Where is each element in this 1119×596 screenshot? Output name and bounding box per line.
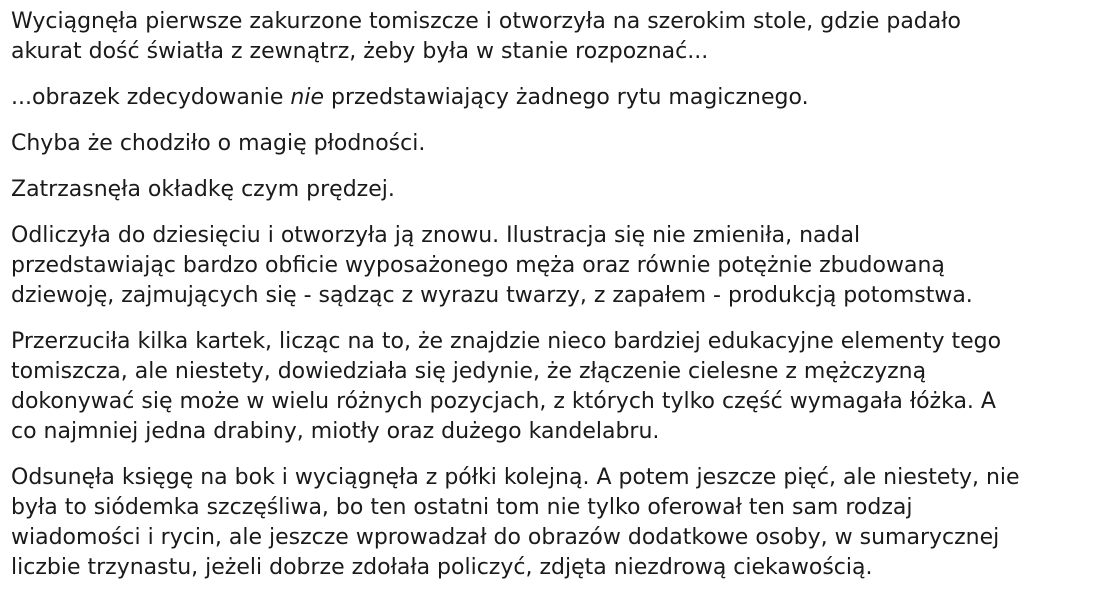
paragraph-3 (11, 129, 1111, 159)
text-line: Odsunęła księgę na bok i wyciągnęła z półki kolejną. A potem jeszcze pięć, ale niestety, nie (11, 465, 1020, 490)
text-line: Odliczyła do dziesięciu i otworzyła ją znowu. Ilustracja się nie zmieniła, nadal (11, 223, 861, 248)
text-line: akurat dość światła z zewnątrz, żeby była w stanie rozpoznać... (11, 39, 709, 64)
text-line: wiadomości i rycin, ale jeszcze wprowadzał do obrazów dodatkowe osoby, w sumarycznej (11, 525, 1000, 550)
text-line: Chyba że chodziło o magię płodności. (11, 131, 426, 156)
paragraph-2 (11, 83, 1111, 113)
paragraph-6 (11, 327, 1111, 447)
text-line: liczbie trzynastu, jeżeli dobrze zdołała policzyć, zdjęta niezdrową ciekawością. (11, 555, 873, 580)
text-line: dziewoję, zajmujących się - sądząc z wyrazu twarzy, z zapałem - produkcją potomstwa. (11, 283, 973, 308)
text-line: tomiszcza, ale niestety, dowiedziała się jedynie, że złączenie cielesne z mężczyzną (11, 359, 927, 384)
text-line: Przerzuciła kilka kartek, licząc na to, że znajdzie nieco bardziej edukacyjne elementy tego (11, 329, 1002, 354)
paragraph-7 (11, 463, 1111, 583)
text-line: dokonywać się może w wielu różnych pozycjach, z których tylko część wymagała łóżka. A (11, 389, 996, 414)
text-run: ...obrazek zdecydowanie (11, 85, 291, 110)
text-line: przedstawiając bardzo obficie wyposażonego męża oraz równie potężnie zbudowaną (11, 253, 945, 278)
text-line: Zatrzasnęła okładkę czym prędzej. (11, 177, 395, 202)
text-run: przedstawiający żadnego rytu magicznego. (324, 85, 809, 110)
paragraph-4 (11, 175, 1111, 205)
paragraph-5 (11, 221, 1111, 311)
text-line: co najmniej jedna drabiny, miotły oraz dużego kandelabru. (11, 419, 660, 444)
text-line: była to siódemka szczęśliwa, bo ten ostatni tom nie tylko oferował ten sam rodzaj (11, 495, 913, 520)
paragraph-1 (11, 7, 1111, 67)
text-line: Wyciągnęła pierwsze zakurzone tomiszcze i otworzyła na szerokim stole, gdzie padało (11, 9, 961, 34)
emphasized-text: nie (290, 85, 324, 110)
